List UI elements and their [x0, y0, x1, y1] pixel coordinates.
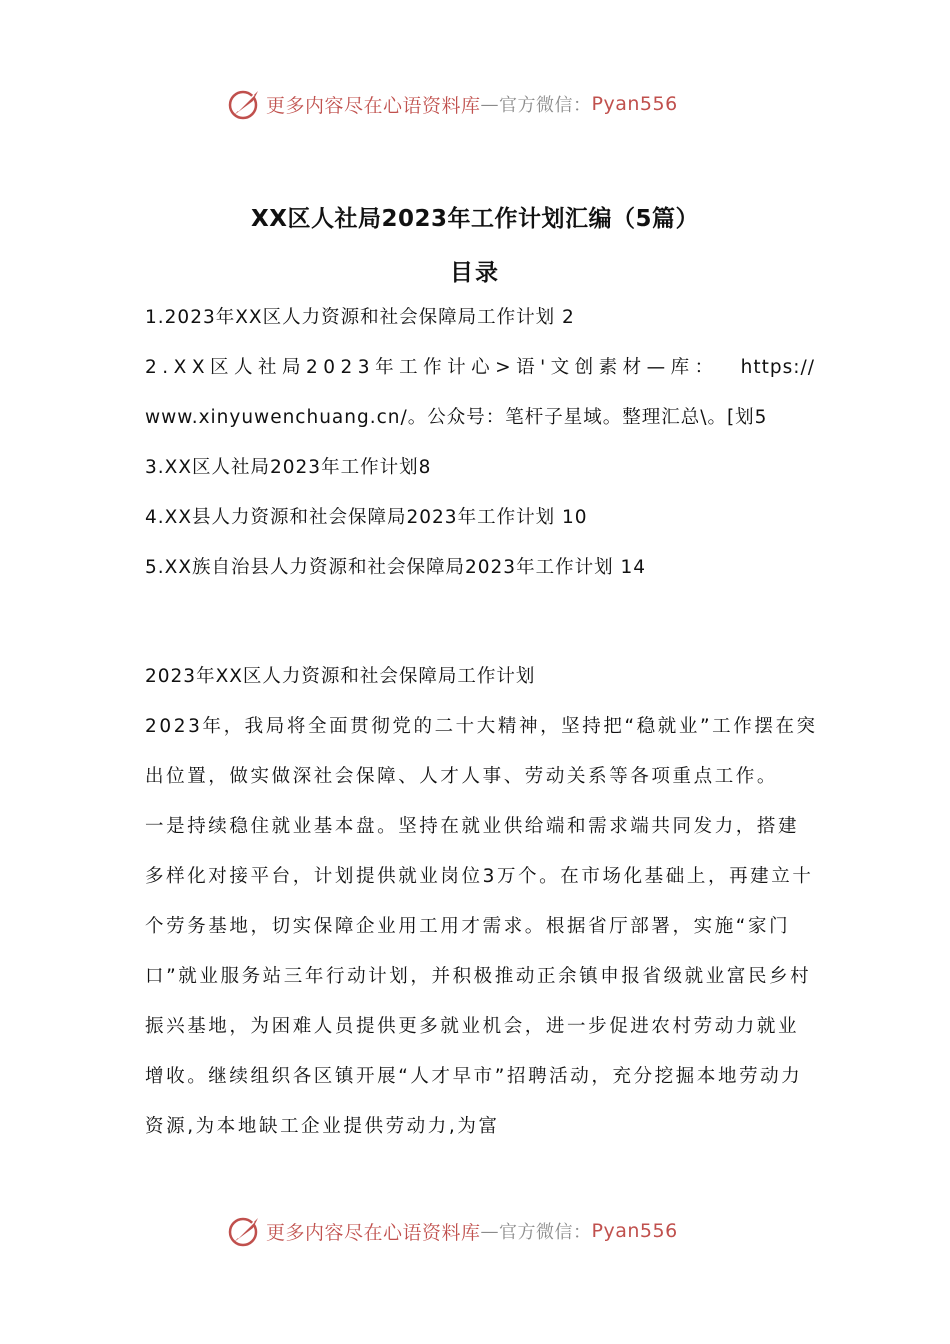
- footer-banner: [228, 1213, 788, 1249]
- paragraph: 2023年，我局将全面贯彻党的二十大精神，坚持把“稳就业”工作摆在突出位置，做实做深社会保障、人才人事、劳动关系等各项重点工作。: [145, 716, 818, 787]
- document-title: XX区人社局2023年工作计划汇编（5篇）: [251, 206, 699, 232]
- paragraph: 一是持续稳住就业基本盘。坚持在就业供给端和需求端共同发力，搭建多样化对接平台，计划提供就业岗位3万个。在市场化基础上，再建立十个劳务基地，切实保障企业用工用才需求。根据省厅部署，实施“家门口”就业服务站三年行动计划，并积极推动正余镇申报省级就业富民乡村振兴基地，为困难人员提供更多就业机会，进一步促进农村劳动力就业增收。继续组织各区镇开展“人才早市”招聘活动，充分挖掘本地劳动力资源,为本地缺工企业提供劳动力,为富: [145, 816, 814, 1137]
- banner-wechat-label: 官方微信：: [499, 95, 592, 116]
- quill-logo-icon: [228, 1214, 262, 1248]
- banner-text: 更多内容尽在心语资料库: [266, 94, 481, 117]
- toc-item[interactable]: [145, 352, 815, 402]
- banner-dash: —: [480, 93, 500, 115]
- section-heading: 2023年XX区人力资源和社会保障局工作计划: [145, 666, 536, 687]
- toc-item[interactable]: 4.XX县人力资源和社会保障局2023年工作计划 10: [145, 507, 588, 528]
- table-of-contents: [145, 302, 815, 602]
- banner-dash: —: [480, 1220, 500, 1242]
- toc-item-link[interactable]: https://: [740, 357, 815, 378]
- banner-text: 更多内容尽在心语资料库: [266, 1221, 481, 1244]
- toc-item-link-continued[interactable]: www.xinyuwenchuang.cn/。公众号：笔杆子星域。整理汇总\。[划5: [145, 407, 768, 428]
- toc-item[interactable]: 5.XX族自治县人力资源和社会保障局2023年工作计划 14: [145, 557, 647, 578]
- toc-heading: 目录: [450, 260, 500, 286]
- document-body: [145, 652, 820, 1152]
- banner-wechat-id: Pyan556: [591, 1220, 678, 1242]
- quill-logo-icon: [228, 87, 262, 121]
- banner-wechat-id: Pyan556: [591, 93, 678, 115]
- header-banner: [228, 86, 788, 122]
- toc-item[interactable]: 3.XX区人社局2023年工作计划8: [145, 457, 432, 478]
- toc-item-text: 2.XX区人社局2023年工作计心>语'文创素材—库：: [145, 357, 719, 378]
- toc-item[interactable]: 1.2023年XX区人力资源和社会保障局工作计划 2: [145, 307, 575, 328]
- banner-wechat-label: 官方微信：: [499, 1222, 592, 1243]
